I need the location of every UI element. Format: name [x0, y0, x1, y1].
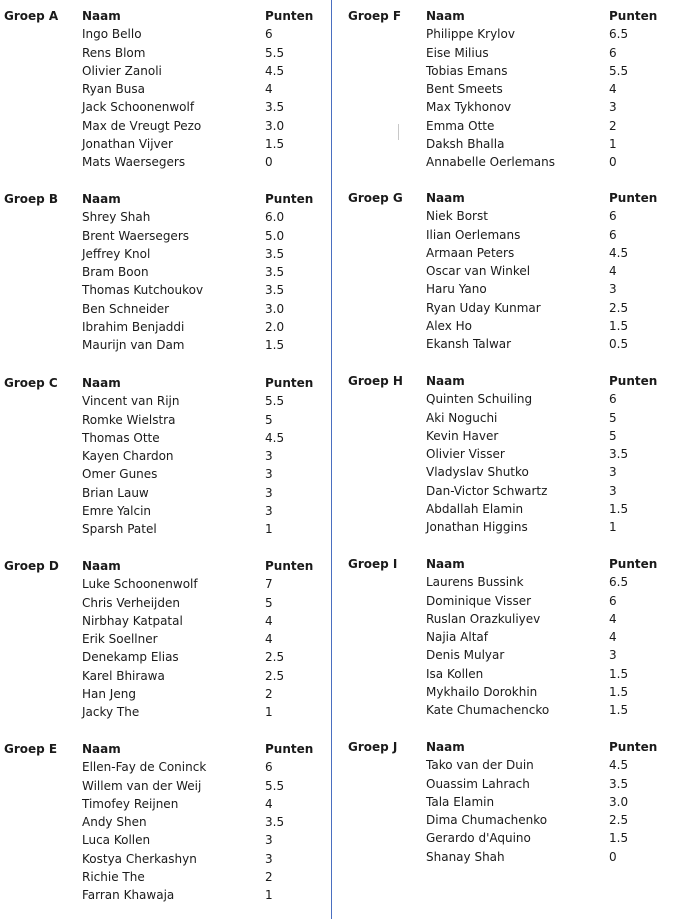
player-name: Romke Wielstra [82, 412, 176, 427]
player-row [0, 117, 330, 135]
player-row [0, 777, 330, 795]
player-name: Ben Schneider [82, 301, 170, 316]
player-name: Jack Schoonenwolf [82, 100, 195, 115]
player-name: Chris Verheijden [82, 595, 180, 610]
player-points: 2.5 [609, 300, 629, 315]
player-points: 2 [265, 687, 273, 702]
player-name: Mykhailo Dorokhin [426, 685, 538, 700]
player-row [333, 756, 673, 774]
player-row [0, 411, 330, 429]
player-name: Ryan Busa [82, 82, 145, 97]
player-points: 4 [265, 82, 273, 97]
player-name: Armaan Peters [426, 245, 515, 260]
player-points: 0 [609, 849, 617, 864]
player-points: 0 [265, 155, 273, 170]
player-name: Vladyslav Shutko [426, 465, 529, 480]
player-points: 4 [609, 611, 617, 626]
player-points: 3.5 [265, 246, 285, 261]
column-header-name: Naam [82, 376, 121, 390]
player-points: 1 [609, 137, 617, 152]
column-header-name: Naam [426, 374, 465, 388]
player-points: 2.5 [609, 813, 629, 828]
player-name: Omer Gunes [82, 467, 158, 482]
group-block [333, 189, 673, 354]
group-name: Groep E [4, 742, 58, 756]
player-points: 4 [609, 264, 617, 279]
player-row [333, 518, 673, 536]
player-points: 6 [609, 392, 617, 407]
player-row [333, 811, 673, 829]
player-row [0, 520, 330, 538]
player-name: Erik Soellner [82, 632, 158, 647]
player-name: Laurens Bussink [426, 575, 524, 590]
player-points: 1 [609, 520, 617, 535]
group-header-row [333, 7, 673, 25]
player-name: Jonathan Vijver [82, 137, 173, 152]
player-points: 1 [265, 888, 273, 903]
player-points: 4 [609, 630, 617, 645]
player-name: Emre Yalcin [82, 504, 152, 519]
player-points: 4.5 [609, 245, 629, 260]
player-name: Eise Milius [426, 45, 489, 60]
player-row [0, 98, 330, 116]
group-name: Groep G [348, 191, 403, 205]
player-points: 0.5 [609, 337, 629, 352]
player-points: 3 [609, 465, 617, 480]
player-points: 1.5 [609, 666, 629, 681]
player-name: Ingo Bello [82, 27, 142, 42]
player-points: 2 [265, 870, 273, 885]
player-points: 1.5 [265, 338, 285, 353]
player-row [0, 667, 330, 685]
player-row [0, 703, 330, 721]
player-row [0, 831, 330, 849]
player-name: Nirbhay Katpatal [82, 613, 183, 628]
player-row [333, 262, 673, 280]
group-name: Groep D [4, 559, 59, 573]
player-points: 1 [265, 705, 273, 720]
column-header-name: Naam [82, 192, 121, 206]
player-row [333, 592, 673, 610]
player-name: Kayen Chardon [82, 449, 174, 464]
player-name: Rens Blom [82, 45, 146, 60]
player-points: 3.5 [265, 283, 285, 298]
player-name: Brent Waersegers [82, 228, 189, 243]
group-header-row [0, 190, 330, 208]
player-name: Vincent van Rijn [82, 394, 180, 409]
player-points: 2.5 [265, 668, 285, 683]
player-row [333, 775, 673, 793]
player-name: Tala Elamin [426, 794, 495, 809]
player-name: Annabelle Oerlemans [426, 155, 556, 170]
player-name: Ekansh Talwar [426, 337, 512, 352]
column-header-points: Punten [609, 740, 658, 754]
player-row [0, 80, 330, 98]
player-name: Tako van der Duin [426, 758, 534, 773]
player-row [0, 227, 330, 245]
player-points: 6 [609, 227, 617, 242]
player-name: Ilian Oerlemans [426, 227, 521, 242]
group-block [333, 7, 673, 172]
column-header-points: Punten [609, 9, 658, 23]
player-row [0, 44, 330, 62]
player-row [0, 447, 330, 465]
player-row [333, 646, 673, 664]
player-points: 5.5 [609, 63, 629, 78]
player-row [333, 117, 673, 135]
player-name: Olivier Visser [426, 447, 505, 462]
player-points: 3 [609, 282, 617, 297]
column-header-points: Punten [265, 559, 314, 573]
column-header-name: Naam [426, 9, 465, 23]
column-header-name: Naam [82, 559, 121, 573]
player-name: Ruslan Orazkuliyev [426, 611, 541, 626]
player-name: Dima Chumachenko [426, 813, 548, 828]
player-name: Mats Waersegers [82, 155, 186, 170]
player-name: Jacky The [82, 705, 140, 720]
group-name: Groep C [4, 376, 58, 390]
group-block [333, 372, 673, 537]
player-row [333, 829, 673, 847]
player-points: 2 [609, 118, 617, 133]
player-points: 3.5 [265, 815, 285, 830]
group-header-row [0, 7, 330, 25]
player-points: 1.5 [609, 319, 629, 334]
player-name: Jeffrey Knol [82, 246, 151, 261]
player-row [333, 628, 673, 646]
player-name: Tobias Emans [426, 63, 508, 78]
player-name: Thomas Otte [82, 430, 160, 445]
player-name: Denekamp Elias [82, 650, 179, 665]
player-row [0, 648, 330, 666]
player-name: Kostya Cherkashyn [82, 851, 197, 866]
player-points: 0 [609, 155, 617, 170]
player-points: 1.5 [609, 831, 629, 846]
group-block [0, 374, 330, 539]
player-points: 3.0 [265, 301, 285, 316]
player-points: 3 [609, 483, 617, 498]
player-row [333, 390, 673, 408]
player-row [333, 25, 673, 43]
player-points: 5 [265, 412, 273, 427]
player-name: Niek Borst [426, 209, 488, 224]
player-row [0, 62, 330, 80]
player-name: Karel Bhirawa [82, 668, 165, 683]
player-row [333, 427, 673, 445]
group-name: Groep I [348, 557, 398, 571]
player-points: 5.0 [265, 228, 285, 243]
player-points: 6 [609, 593, 617, 608]
player-row [333, 80, 673, 98]
player-name: Han Jeng [82, 687, 136, 702]
group-name: Groep F [348, 9, 402, 23]
player-row [0, 245, 330, 263]
column-header-points: Punten [265, 376, 314, 390]
player-points: 3 [265, 851, 273, 866]
group-block [0, 7, 330, 172]
player-points: 1.5 [609, 685, 629, 700]
column-header-points: Punten [609, 557, 658, 571]
column-header-name: Naam [426, 191, 465, 205]
player-name: Luca Kollen [82, 833, 151, 848]
player-name: Ouassim Lahrach [426, 776, 530, 791]
player-points: 3 [265, 504, 273, 519]
player-points: 3 [265, 449, 273, 464]
player-name: Alex Ho [426, 319, 472, 334]
player-row [0, 318, 330, 336]
player-points: 6.5 [609, 575, 629, 590]
player-name: Ibrahim Benjaddi [82, 320, 185, 335]
player-name: Isa Kollen [426, 666, 484, 681]
player-row [0, 281, 330, 299]
player-name: Haru Yano [426, 282, 487, 297]
player-row [333, 701, 673, 719]
column-header-name: Naam [82, 9, 121, 23]
player-row [0, 465, 330, 483]
player-points: 4.5 [265, 430, 285, 445]
player-row [333, 280, 673, 298]
player-points: 3.5 [265, 265, 285, 280]
player-row [0, 685, 330, 703]
column-divider [331, 0, 332, 919]
player-name: Ellen-Fay de Coninck [82, 760, 207, 775]
player-name: Najia Altaf [426, 630, 488, 645]
player-points: 5 [265, 595, 273, 610]
player-name: Max de Vreugt Pezo [82, 118, 202, 133]
player-name: Dan-Victor Schwartz [426, 483, 548, 498]
player-row [333, 299, 673, 317]
player-row [333, 153, 673, 171]
group-name: Groep B [4, 192, 59, 206]
player-name: Brian Lauw [82, 485, 149, 500]
group-block [333, 738, 673, 866]
column-header-points: Punten [609, 374, 658, 388]
group-name: Groep J [348, 740, 398, 754]
player-points: 7 [265, 577, 273, 592]
player-name: Ryan Uday Kunmar [426, 300, 541, 315]
player-row [0, 336, 330, 354]
player-points: 5 [609, 410, 617, 425]
player-row [0, 850, 330, 868]
player-name: Daksh Bhalla [426, 137, 505, 152]
player-row [333, 482, 673, 500]
player-points: 2.0 [265, 320, 285, 335]
player-points: 3.0 [265, 118, 285, 133]
player-points: 3 [265, 467, 273, 482]
player-name: Gerardo d'Aquino [426, 831, 531, 846]
player-row [333, 665, 673, 683]
player-row [0, 263, 330, 281]
player-points: 5.5 [265, 45, 285, 60]
player-points: 3.5 [265, 100, 285, 115]
player-name: Bram Boon [82, 265, 149, 280]
player-name: Sparsh Patel [82, 522, 157, 537]
player-row [0, 813, 330, 831]
group-name: Groep A [4, 9, 59, 23]
player-name: Philippe Krylov [426, 27, 515, 42]
player-points: 6 [609, 45, 617, 60]
player-points: 1.5 [265, 137, 285, 152]
player-row [0, 208, 330, 226]
player-name: Kate Chumachencko [426, 703, 550, 718]
column-header-points: Punten [265, 192, 314, 206]
player-name: Farran Khawaja [82, 888, 175, 903]
player-row [0, 612, 330, 630]
player-row [333, 317, 673, 335]
player-row [0, 392, 330, 410]
player-name: Denis Mulyar [426, 648, 505, 663]
player-points: 5 [609, 428, 617, 443]
player-points: 4 [609, 82, 617, 97]
player-name: Abdallah Elamin [426, 502, 524, 517]
player-row [333, 463, 673, 481]
player-name: Dominique Visser [426, 593, 532, 608]
player-name: Andy Shen [82, 815, 147, 830]
player-row [333, 848, 673, 866]
player-name: Oscar van Winkel [426, 264, 531, 279]
player-points: 4.5 [609, 758, 629, 773]
player-points: 1.5 [609, 502, 629, 517]
player-row [0, 484, 330, 502]
player-name: Thomas Kutchoukov [82, 283, 204, 298]
player-row [0, 886, 330, 904]
player-name: Maurijn van Dam [82, 338, 185, 353]
player-row [0, 25, 330, 43]
player-row [0, 300, 330, 318]
player-points: 5.5 [265, 778, 285, 793]
player-row [0, 795, 330, 813]
group-header-row [333, 555, 673, 573]
group-name: Groep H [348, 374, 403, 388]
group-block [333, 555, 673, 720]
player-name: Aki Noguchi [426, 410, 498, 425]
column-header-name: Naam [82, 742, 121, 756]
player-points: 1 [265, 522, 273, 537]
player-row [0, 594, 330, 612]
column-header-name: Naam [426, 740, 465, 754]
player-points: 3 [609, 648, 617, 663]
group-header-row [0, 557, 330, 575]
player-name: Timofey Reijnen [82, 796, 179, 811]
player-row [333, 500, 673, 518]
player-row [0, 575, 330, 593]
player-points: 4 [265, 613, 273, 628]
player-name: Quinten Schuiling [426, 392, 533, 407]
player-row [333, 610, 673, 628]
player-row [0, 153, 330, 171]
player-name: Jonathan Higgins [426, 520, 528, 535]
player-row [0, 630, 330, 648]
group-header-row [333, 738, 673, 756]
player-row [333, 226, 673, 244]
player-row [333, 62, 673, 80]
player-points: 4 [265, 632, 273, 647]
player-row [333, 409, 673, 427]
group-header-row [333, 372, 673, 390]
player-points: 2.5 [265, 650, 285, 665]
player-points: 3.5 [609, 776, 629, 791]
player-row [0, 502, 330, 520]
player-name: Willem van der Weij [82, 778, 202, 793]
player-points: 3.5 [609, 447, 629, 462]
player-name: Richie The [82, 870, 145, 885]
group-block [0, 740, 330, 905]
column-header-points: Punten [265, 742, 314, 756]
player-points: 3.0 [609, 794, 629, 809]
player-points: 6 [265, 27, 273, 42]
player-row [333, 98, 673, 116]
player-points: 6.5 [609, 27, 629, 42]
player-name: Shanay Shah [426, 849, 505, 864]
player-points: 1.5 [609, 703, 629, 718]
player-row [333, 445, 673, 463]
column-header-points: Punten [265, 9, 314, 23]
player-row [333, 793, 673, 811]
player-name: Bent Smeets [426, 82, 503, 97]
group-block [0, 190, 330, 355]
player-points: 4.5 [265, 63, 285, 78]
player-name: Emma Otte [426, 118, 495, 133]
player-row [333, 683, 673, 701]
player-row [333, 44, 673, 62]
player-points: 3 [265, 485, 273, 500]
player-row [0, 758, 330, 776]
player-row [333, 335, 673, 353]
player-points: 6 [265, 760, 273, 775]
player-points: 3 [609, 100, 617, 115]
group-header-row [0, 740, 330, 758]
player-row [0, 429, 330, 447]
player-points: 6 [609, 209, 617, 224]
group-header-row [333, 189, 673, 207]
player-row [0, 868, 330, 886]
player-row [333, 207, 673, 225]
player-name: Kevin Haver [426, 428, 499, 443]
player-name: Luke Schoonenwolf [82, 577, 198, 592]
player-name: Shrey Shah [82, 210, 151, 225]
player-name: Max Tykhonov [426, 100, 512, 115]
column-header-name: Naam [426, 557, 465, 571]
player-points: 3 [265, 833, 273, 848]
group-block [0, 557, 330, 722]
group-header-row [0, 374, 330, 392]
player-points: 6.0 [265, 210, 285, 225]
player-row [0, 135, 330, 153]
player-points: 4 [265, 796, 273, 811]
player-name: Olivier Zanoli [82, 63, 162, 78]
player-row [333, 135, 673, 153]
column-header-points: Punten [609, 191, 658, 205]
player-row [333, 573, 673, 591]
player-row [333, 244, 673, 262]
player-points: 5.5 [265, 394, 285, 409]
